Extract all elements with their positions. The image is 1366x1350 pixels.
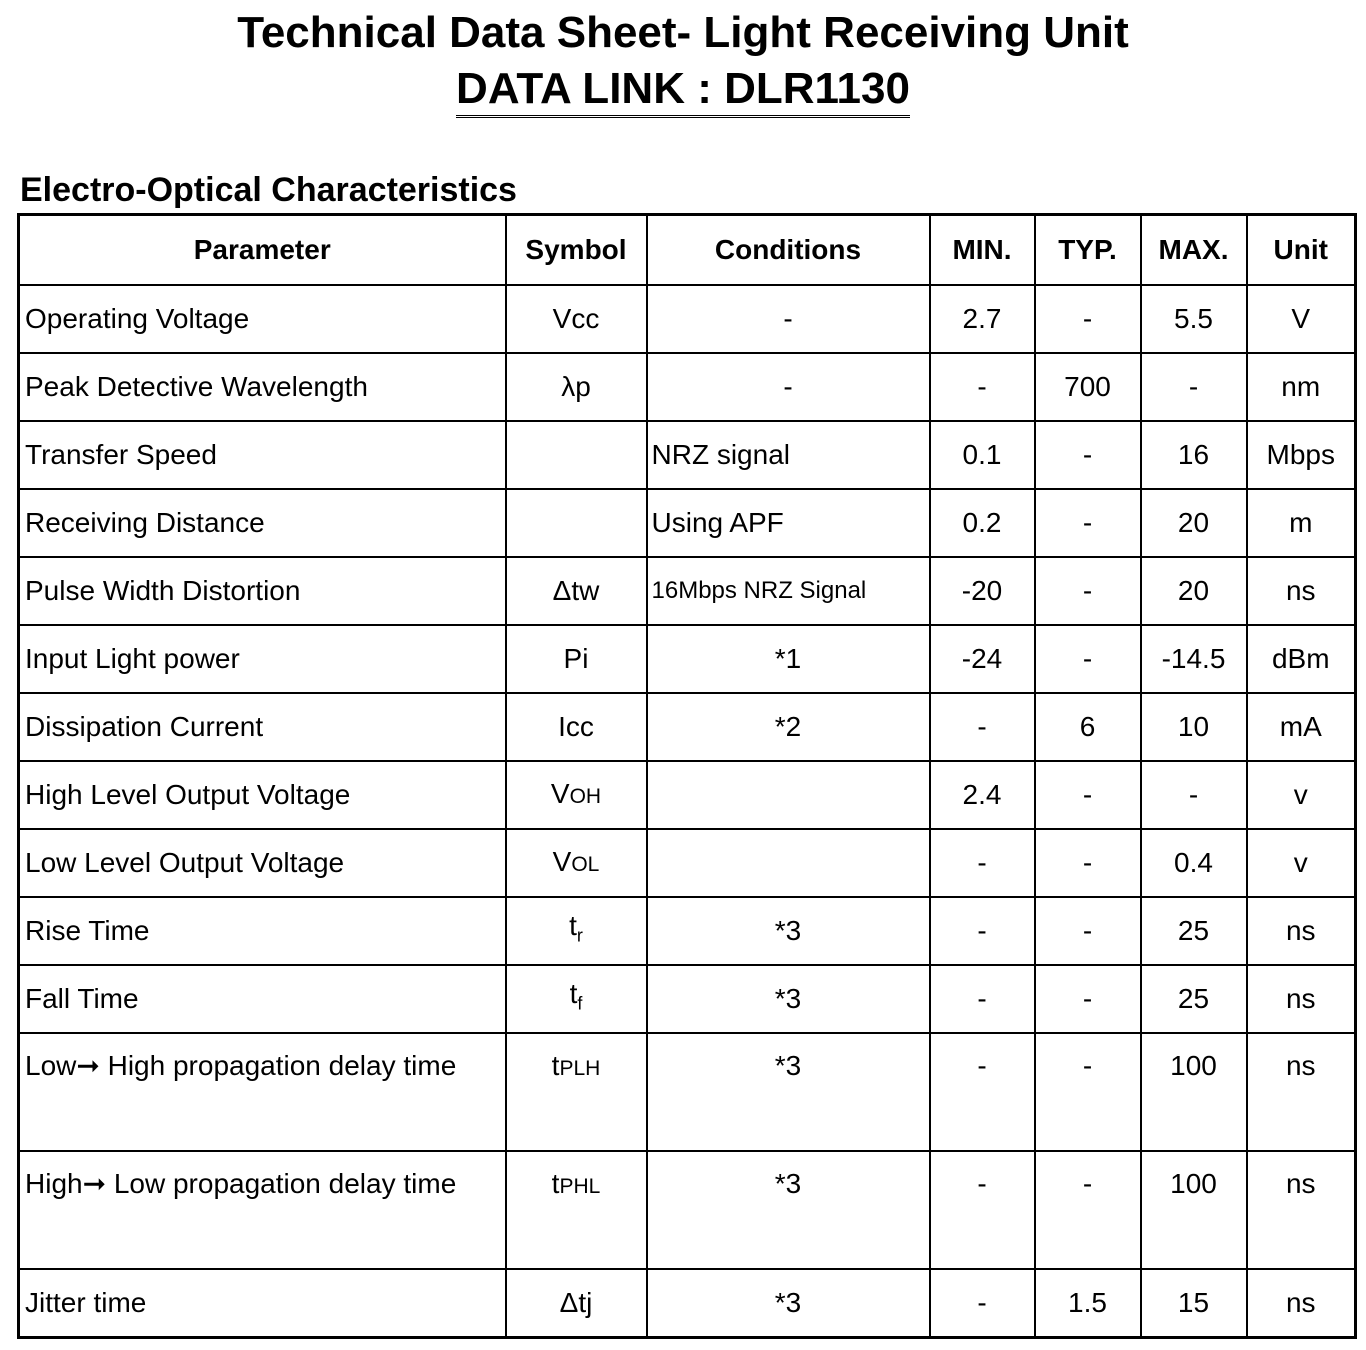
symbol-text: V: [552, 845, 572, 877]
cell-symbol: [506, 693, 647, 761]
cell-conditions: *3: [647, 897, 930, 965]
cell-conditions: NRZ signal: [647, 421, 930, 489]
symbol-text: t: [569, 978, 578, 1010]
cell-symbol: [506, 761, 647, 829]
cell-max: 10: [1141, 693, 1247, 761]
cell-conditions: *3: [647, 1033, 930, 1151]
cell-min: -: [930, 1033, 1035, 1151]
column-header-min: MIN.: [930, 215, 1035, 286]
symbol-subscript: PHL: [559, 1175, 601, 1198]
cell-min: 2.4: [930, 761, 1035, 829]
cell-unit: m: [1247, 489, 1356, 557]
symbol-text: λp: [561, 371, 591, 402]
symbol-text: Icc: [558, 711, 594, 742]
cell-max: 0.4: [1141, 829, 1247, 897]
cell-parameter: Pulse Width Distortion: [19, 557, 506, 625]
cell-min: 0.2: [930, 489, 1035, 557]
cell-min: 0.1: [930, 421, 1035, 489]
cell-max: 20: [1141, 489, 1247, 557]
cell-parameter: Fall Time: [19, 965, 506, 1033]
cell-symbol: [506, 965, 647, 1033]
cell-min: -: [930, 829, 1035, 897]
cell-parameter: Rise Time: [19, 897, 506, 965]
cell-min: -24: [930, 625, 1035, 693]
cell-symbol: [506, 1269, 647, 1338]
cell-symbol: [506, 1151, 647, 1269]
cell-unit: Mbps: [1247, 421, 1356, 489]
cell-max: 5.5: [1141, 285, 1247, 353]
cell-symbol: [506, 625, 647, 693]
cell-min: 2.7: [930, 285, 1035, 353]
cell-unit: ns: [1247, 557, 1356, 625]
cell-typ: -: [1035, 829, 1141, 897]
cell-typ: -: [1035, 489, 1141, 557]
cell-parameter: High➞ Low propagation delay time: [19, 1151, 506, 1269]
cell-symbol: [506, 557, 647, 625]
symbol-subscript: f: [577, 993, 583, 1014]
symbol-subscript: PLH: [559, 1057, 601, 1080]
table-row: [19, 421, 1356, 489]
table-body: [19, 285, 1356, 1338]
cell-parameter: Receiving Distance: [19, 489, 506, 557]
table-row: [19, 489, 1356, 557]
cell-max: -: [1141, 761, 1247, 829]
table-row: [19, 353, 1356, 421]
cell-typ: -: [1035, 965, 1141, 1033]
table-row: [19, 557, 1356, 625]
table-row: [19, 1269, 1356, 1338]
column-header-unit: Unit: [1247, 215, 1356, 286]
table-row: [19, 761, 1356, 829]
cell-symbol: [506, 489, 647, 557]
symbol-subscript: OL: [571, 852, 600, 876]
cell-parameter: Jitter time: [19, 1269, 506, 1338]
symbol-text: Vcc: [552, 303, 600, 334]
cell-symbol: [506, 421, 647, 489]
symbol-text: Δtj: [559, 1287, 593, 1318]
cell-typ: -: [1035, 285, 1141, 353]
cell-typ: -: [1035, 1033, 1141, 1151]
document-title: Technical Data Sheet- Light Receiving Unit: [237, 8, 1129, 57]
column-header-typ: TYP.: [1035, 215, 1141, 286]
cell-parameter: Low Level Output Voltage: [19, 829, 506, 897]
table-row: [19, 1033, 1356, 1151]
cell-min: -: [930, 897, 1035, 965]
cell-unit: ns: [1247, 1151, 1356, 1269]
symbol-text: Δtw: [552, 575, 600, 606]
cell-min: -20: [930, 557, 1035, 625]
cell-unit: ns: [1247, 965, 1356, 1033]
table-row: [19, 829, 1356, 897]
table-row: [19, 693, 1356, 761]
table-row: [19, 285, 1356, 353]
cell-max: 25: [1141, 965, 1247, 1033]
cell-unit: ns: [1247, 897, 1356, 965]
cell-max: 20: [1141, 557, 1247, 625]
cell-parameter: Low➞ High propagation delay time: [19, 1033, 506, 1151]
cell-unit: ns: [1247, 1269, 1356, 1338]
cell-parameter: Operating Voltage: [19, 285, 506, 353]
symbol-text: V: [550, 777, 570, 809]
cell-conditions: *1: [647, 625, 930, 693]
cell-unit: V: [1247, 285, 1356, 353]
model-name: DATA LINK : DLR1130: [456, 64, 910, 118]
cell-unit: v: [1247, 761, 1356, 829]
cell-conditions: -: [647, 285, 930, 353]
symbol-text: t: [551, 1050, 560, 1081]
cell-symbol: [506, 353, 647, 421]
cell-max: -: [1141, 353, 1247, 421]
cell-parameter: High Level Output Voltage: [19, 761, 506, 829]
symbol-subscript: OH: [569, 784, 602, 808]
cell-symbol: [506, 1033, 647, 1151]
table-row: [19, 897, 1356, 965]
cell-min: -: [930, 1269, 1035, 1338]
cell-min: -: [930, 965, 1035, 1033]
cell-parameter: Dissipation Current: [19, 693, 506, 761]
cell-conditions: 16Mbps NRZ Signal: [647, 557, 930, 625]
table-row: [19, 625, 1356, 693]
cell-symbol: [506, 897, 647, 965]
cell-typ: -: [1035, 421, 1141, 489]
column-header-symbol: Symbol: [506, 215, 647, 286]
symbol-text: t: [569, 910, 577, 942]
cell-conditions: *3: [647, 965, 930, 1033]
cell-unit: mA: [1247, 693, 1356, 761]
cell-max: -14.5: [1141, 625, 1247, 693]
cell-max: 15: [1141, 1269, 1247, 1338]
cell-unit: dBm: [1247, 625, 1356, 693]
table-header-row: [19, 215, 1356, 286]
section-heading: Electro-Optical Characteristics: [20, 171, 517, 209]
cell-typ: -: [1035, 761, 1141, 829]
cell-typ: -: [1035, 557, 1141, 625]
cell-typ: 6: [1035, 693, 1141, 761]
characteristics-table: [17, 213, 1357, 1339]
cell-conditions: *2: [647, 693, 930, 761]
cell-conditions: [647, 829, 930, 897]
symbol-text: Pi: [563, 643, 589, 674]
cell-max: 100: [1141, 1151, 1247, 1269]
cell-symbol: [506, 285, 647, 353]
cell-unit: ns: [1247, 1033, 1356, 1151]
cell-conditions: *3: [647, 1269, 930, 1338]
cell-conditions: Using APF: [647, 489, 930, 557]
symbol-text: t: [551, 1168, 560, 1199]
cell-max: 16: [1141, 421, 1247, 489]
cell-min: -: [930, 1151, 1035, 1269]
cell-typ: 700: [1035, 353, 1141, 421]
cell-min: -: [930, 353, 1035, 421]
cell-typ: 1.5: [1035, 1269, 1141, 1338]
cell-unit: nm: [1247, 353, 1356, 421]
cell-min: -: [930, 693, 1035, 761]
cell-typ: -: [1035, 1151, 1141, 1269]
model-title: [0, 64, 1366, 114]
cell-conditions: *3: [647, 1151, 930, 1269]
cell-conditions: -: [647, 353, 930, 421]
cell-parameter: Input Light power: [19, 625, 506, 693]
column-header-conditions: Conditions: [647, 215, 930, 286]
column-header-parameter: Parameter: [19, 215, 506, 286]
symbol-subscript: r: [576, 925, 583, 946]
cell-typ: -: [1035, 625, 1141, 693]
cell-parameter: Peak Detective Wavelength: [19, 353, 506, 421]
cell-parameter: Transfer Speed: [19, 421, 506, 489]
cell-symbol: [506, 829, 647, 897]
cell-conditions: [647, 761, 930, 829]
cell-typ: -: [1035, 897, 1141, 965]
cell-unit: v: [1247, 829, 1356, 897]
table-row: [19, 1151, 1356, 1269]
column-header-max: MAX.: [1141, 215, 1247, 286]
cell-max: 100: [1141, 1033, 1247, 1151]
cell-max: 25: [1141, 897, 1247, 965]
table-row: [19, 965, 1356, 1033]
